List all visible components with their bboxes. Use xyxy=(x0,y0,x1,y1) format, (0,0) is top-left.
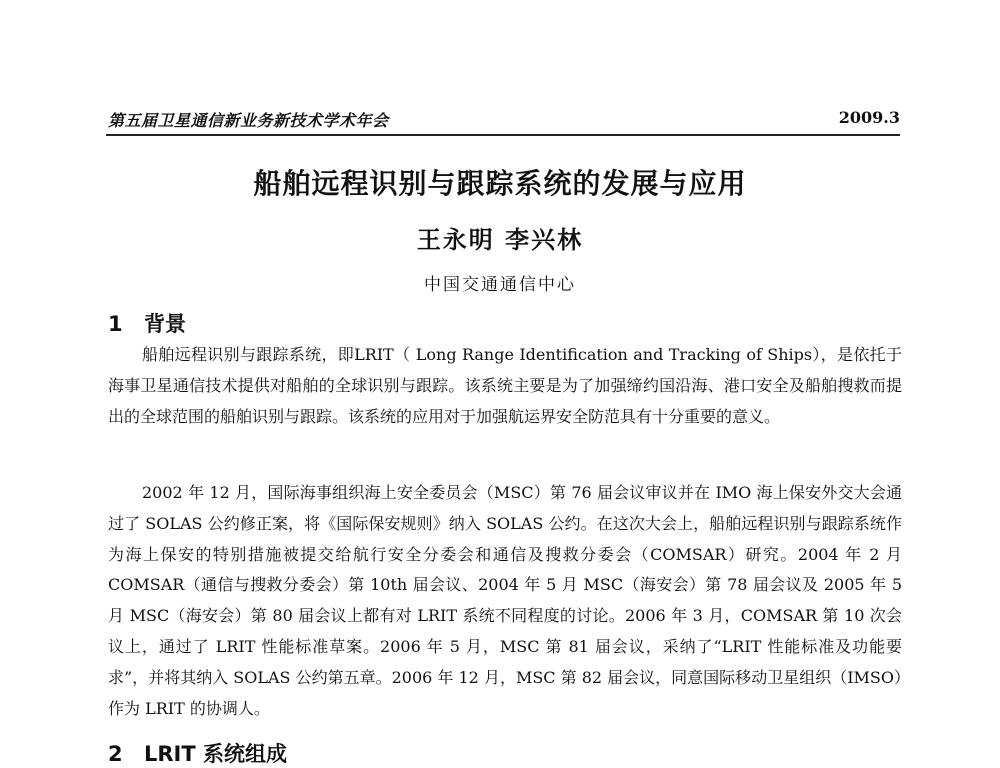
author-affiliation: 中国交通通信中心 xyxy=(424,275,576,295)
section-heading-background xyxy=(108,308,186,338)
conference-name: 第五届卫星通信新业务新技术学术年会 xyxy=(108,111,389,130)
section-number: 2 xyxy=(108,742,123,766)
paper-title: 船舶远程识别与跟踪系统的发展与应用 xyxy=(253,167,747,200)
running-header xyxy=(106,108,900,136)
issue-date: 2009.3 xyxy=(838,108,900,127)
section-title: 背景 xyxy=(144,312,186,336)
section-number: 1 xyxy=(108,312,123,336)
body-paragraph: 船舶远程识别与跟踪系统，即LRIT（ Long Range Identification and Tracking of Ships），是依托于海事卫星通信技术提供对船舶的全球识别与跟踪。该系统主要是为了加强缔约国沿海、港口安全及船舶搜救而提出的全球范围的船舶识别与跟踪。该系统的应用对于加强航运界安全防范具有十分重要的意义。 xyxy=(108,345,902,426)
paper-authors: 王永明 李兴林 xyxy=(416,225,584,254)
section-title: LRIT 系统组成 xyxy=(144,742,288,766)
section-heading-lrit-composition xyxy=(108,738,287,768)
body-paragraph: 2002 年 12 月，国际海事组织海上安全委员会（MSC）第 76 届会议审议并在 IMO 海上保安外交大会通过了 SOLAS 公约修正案，将《国际保安规则》纳入 SOLAS 公约。在这次大会上，船舶远程识别与跟踪系统作为海上保安的特别措施被提交给航行安全分委会和通信及搜救分委会（COMSAR）研究。2004 年 2 月 COMSAR（通信与搜救分委会）第 10th 届会议、2004 年 5 月 MSC（海安会）第 78 届会议及 2005 年 5 月 MSC（海安会）第 80 届会议上都有对 LRIT 系统不同程度的讨论。2006 年 3 月，COMSAR 第 10 次会议上，通过了 LRIT 性能标准草案。2006 年 5 月，MSC 第 81 届会议，采纳了“LRIT 性能标准及功能要求”，并将其纳入 SOLAS 公约第五章。2006 年 12 月，MSC 第 82 届会议，同意国际移动卫星组织（IMSO）作为 LRIT 的协调人。 xyxy=(108,483,902,718)
